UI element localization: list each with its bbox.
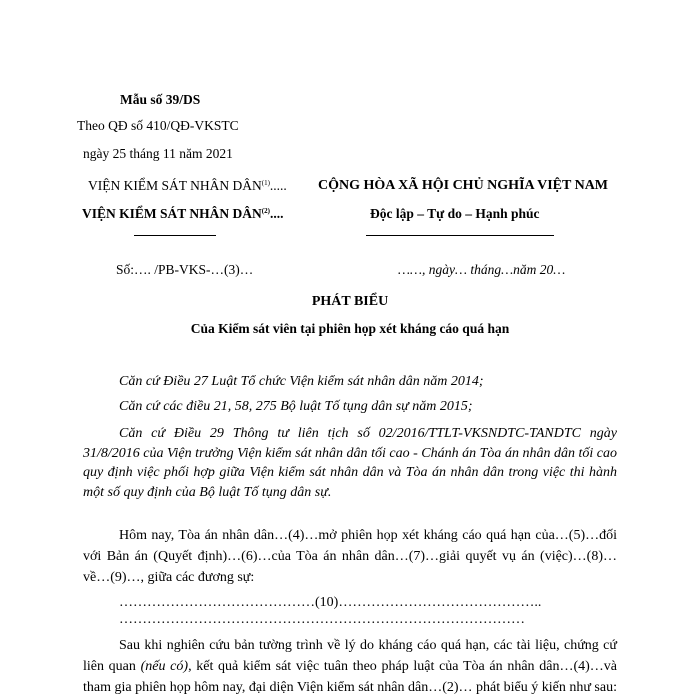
motto-underline <box>366 235 554 236</box>
document-title: PHÁT BIỂU <box>311 294 389 309</box>
dotted-line-1: ……………………………………(10)…………………………………….. <box>119 595 542 610</box>
legal-basis-1: Căn cứ Điều 27 Luật Tổ chức Viện kiểm sát nhân dân năm 2014; <box>119 374 484 389</box>
country-name: CỘNG HÒA XÃ HỘI CHỦ NGHĨA VIỆT NAM <box>318 178 609 193</box>
place-date: ……, ngày… tháng…năm 20… <box>398 262 566 277</box>
body-paragraph-1: Hôm nay, Tòa án nhân dân…(4)…mở phiên họp xét kháng cáo quá hạn của…(5)…đối với Bản án (Quyết định)…(6)…của Tòa án nhân dân…(7)…giải quyết vụ án (việc)…(8)…về…(9)…, giữa các đương sự: <box>83 528 617 585</box>
document-number: Số:…. /PB-VKS-…(3)… <box>116 262 254 277</box>
agency-line-1: VIỆN KIỂM SÁT NHÂN DÂN$^{(1)}$..... <box>88 178 287 193</box>
body-paragraph-2: Sau khi nghiên cứu bản tường trình về lý do kháng cáo quá hạn, các tài liệu, chứng cứ liên quan (nếu có), kết quả kiểm sát việc tuân theo pháp luật của Tòa án nhân dân…(4)…và tham gia phiên họp hôm nay, đại diện Viện kiểm sát nhân dân…(2)… phát biểu ý kiến như sau: <box>83 638 617 695</box>
dotted-line-2: …………………………………………………………………………… <box>119 612 525 627</box>
form-number: Mẫu số 39/DS <box>120 92 201 107</box>
legal-basis-3: Căn cứ Điều 29 Thông tư liên tịch số 02/2016/TTLT-VKSNDTC-TANDTC ngày 31/8/2016 của Viện trưởng Viện kiểm sát nhân dân tối cao - Chánh án Tòa án nhân dân tối cao quy định việc phối hợp giữa Viện kiểm sát nhân dân và Tòa án nhân dân trong việc thi hành một số quy định của Bộ luật Tố tụng dân sự. <box>83 426 617 500</box>
national-motto: Độc lập – Tự do – Hạnh phúc <box>370 206 540 221</box>
agency-underline <box>134 235 216 236</box>
form-date: ngày 25 tháng 11 năm 2021 <box>83 146 233 161</box>
form-decision: Theo QĐ số 410/QĐ-VKSTC <box>77 118 239 133</box>
agency-line-2: VIỆN KIỂM SÁT NHÂN DÂN$^{(2)}$.... <box>82 206 284 221</box>
document-subtitle: Của Kiểm sát viên tại phiên họp xét kháng cáo quá hạn <box>190 321 510 336</box>
legal-basis-2: Căn cứ các điều 21, 58, 275 Bộ luật Tố tụng dân sự năm 2015; <box>119 399 473 414</box>
